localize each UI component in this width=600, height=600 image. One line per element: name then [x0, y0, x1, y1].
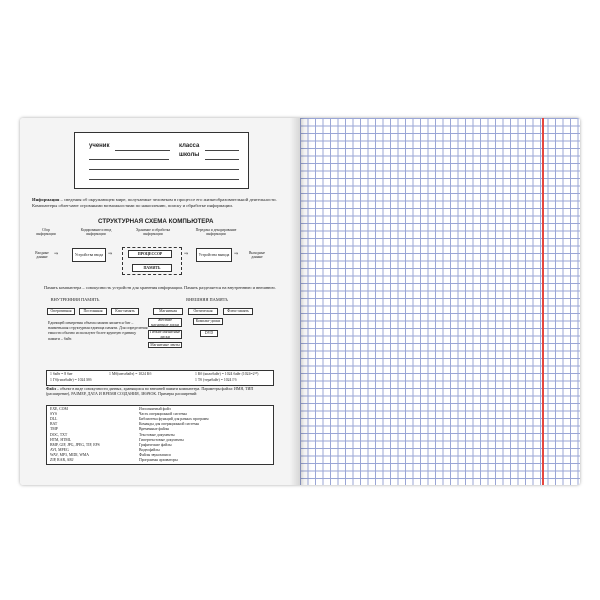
file-term: Файл: [46, 386, 56, 391]
units-paragraph: Единицей измерения объема памяти является бит – наименьшая структурная единица памяти. Для определения емкости обычно используют более крупную единицу памяти – байт.: [48, 321, 148, 341]
magnetic-hdd: Жесткие магнитные диски: [148, 318, 182, 327]
output-device-box: Устройства вывода: [196, 248, 232, 262]
extension-code: EXE, COM: [50, 407, 68, 411]
internal-box-ram: Оперативная: [47, 308, 75, 315]
arrow-right-icon: ⇒: [108, 252, 113, 257]
memory-box: ПАМЯТЬ: [132, 264, 172, 272]
extension-code: HTM, HTML: [50, 437, 72, 442]
optical-cd: Компакт-диски: [193, 318, 223, 325]
processor-box: ПРОЦЕССОР: [128, 250, 172, 258]
label-shkoly: школы: [179, 152, 200, 158]
scheme-title: СТРУКТУРНАЯ СХЕМА КОМПЬЮТЕРА: [98, 218, 214, 225]
extension-code: DOC, TXT: [50, 432, 68, 437]
info-paragraph: [32, 197, 288, 209]
extension-description: Текстовые документы: [139, 432, 175, 437]
extension-code: SYS: [50, 412, 57, 417]
school-line-2: [205, 159, 239, 160]
top-label-transfer: Передача и декодирование информации: [195, 228, 237, 237]
optical-dvd: DVD: [200, 330, 218, 337]
extension-code: ZIP, RAR, ARJ: [50, 458, 74, 462]
output-data-label: Выходные данные: [249, 251, 265, 260]
blank-line-1: [89, 169, 239, 170]
arrow-right-icon: ⇒: [54, 252, 59, 257]
extension-description: Команды для операционной системы: [139, 422, 200, 427]
extension-description: Программы архиваторы: [139, 458, 178, 462]
margin-line: [542, 118, 544, 485]
grid-page: [300, 118, 580, 485]
school-line: [89, 159, 169, 160]
unit-cell: 1 байт = 8 бит: [50, 372, 73, 376]
extension-description: Видеофайлы: [139, 447, 160, 452]
extension-code: WAV, MP3, MIDI, WMA: [50, 452, 90, 457]
internal-box-rom: Постоянная: [79, 308, 107, 315]
external-box-flash: Флеш-память: [223, 308, 253, 315]
units-table: [46, 370, 274, 386]
memory-paragraph: Память компьютера – совокупность устройств для хранения информации. Память разделяется на внутреннюю и внешнюю.: [44, 285, 276, 290]
file-paragraph: [46, 386, 272, 397]
top-label-store: Хранение и обработка информации: [135, 228, 171, 237]
external-box-magnetic: Магнитная: [153, 308, 183, 315]
external-memory-title: ВНЕШНЯЯ ПАМЯТЬ: [186, 297, 228, 302]
input-data-label: Входные данные: [35, 251, 49, 260]
extension-description: Часть операционной системы: [139, 412, 187, 417]
name-label-box: [74, 132, 249, 189]
extension-description: Библиотека функций для разных программ: [139, 417, 209, 422]
extension-description: Исполняемый файл: [139, 407, 171, 411]
extension-code: BMP, GIF, JPG, JPEG, TIF, EPS: [50, 442, 100, 447]
extension-description: Гипертекстовые документы: [139, 437, 184, 442]
external-box-optical: Оптическая: [188, 308, 218, 315]
class-line: [205, 150, 239, 151]
top-label-encode: Кодирование и ввод информации: [80, 228, 112, 237]
extension-code: BAT: [50, 422, 58, 427]
file-text: – объект в виде совокупности данных, хранящихся во внешней памяти компьютера. Параметры файла: ИМЯ, ТИП (расширение), РАЗМЕР, ДАТА И ВРЕМЯ СОЗДАНИЯ, ЗНАЧОК. Примеры расширений:: [46, 386, 254, 397]
internal-box-cache: Кэш-память: [111, 308, 139, 315]
extension-code: DLL: [50, 417, 58, 422]
extension-code: TMP: [50, 427, 58, 432]
arrow-right-icon: ⇒: [234, 252, 239, 257]
unit-cell: 1 Кб (килобайт) = 1024 байт (1024=2¹⁰): [195, 372, 259, 376]
extension-code: AVI, MPEG: [50, 447, 69, 452]
unit-cell: 1 Тб (терабайт) = 1024 Гб: [195, 378, 237, 382]
internal-memory-title: ВНУТРЕННЯЯ ПАМЯТЬ: [50, 297, 100, 302]
magnetic-tape: Магнитные ленты: [148, 342, 182, 348]
spine-shadow: [290, 118, 312, 485]
extension-description: Графические файлы: [139, 442, 172, 447]
input-device-box: Устройства ввода: [72, 248, 106, 262]
blank-line-2: [89, 179, 239, 180]
unit-cell: 1 Мб(мегабайт) = 1024 Кб: [109, 372, 152, 376]
extensions-table: [46, 405, 274, 465]
name-line: [115, 150, 170, 151]
notebook-spread: [20, 118, 580, 485]
arrow-right-icon: ⇒: [184, 252, 189, 257]
info-term: Информация: [32, 197, 60, 202]
top-label-collect: Сбор информации: [36, 228, 56, 237]
label-uchenik: ученик: [89, 143, 110, 149]
extension-description: Временные файлы: [139, 427, 170, 432]
extension-description: Файлы звукозаписи: [139, 452, 171, 457]
unit-cell: 1 Гб(гигабайт) = 1024 Мб: [50, 378, 92, 382]
label-klassa: класса: [179, 143, 200, 149]
magnetic-fdd: Гибкие магнитные диски: [149, 330, 181, 339]
info-text: – сведения об окружающем мире, получаемые человеком в процессе его жизнеобразовательной деятельности. Компьютеры облегчают огромными возможностями по накоплению, поиску и обработке информации.: [32, 197, 277, 209]
